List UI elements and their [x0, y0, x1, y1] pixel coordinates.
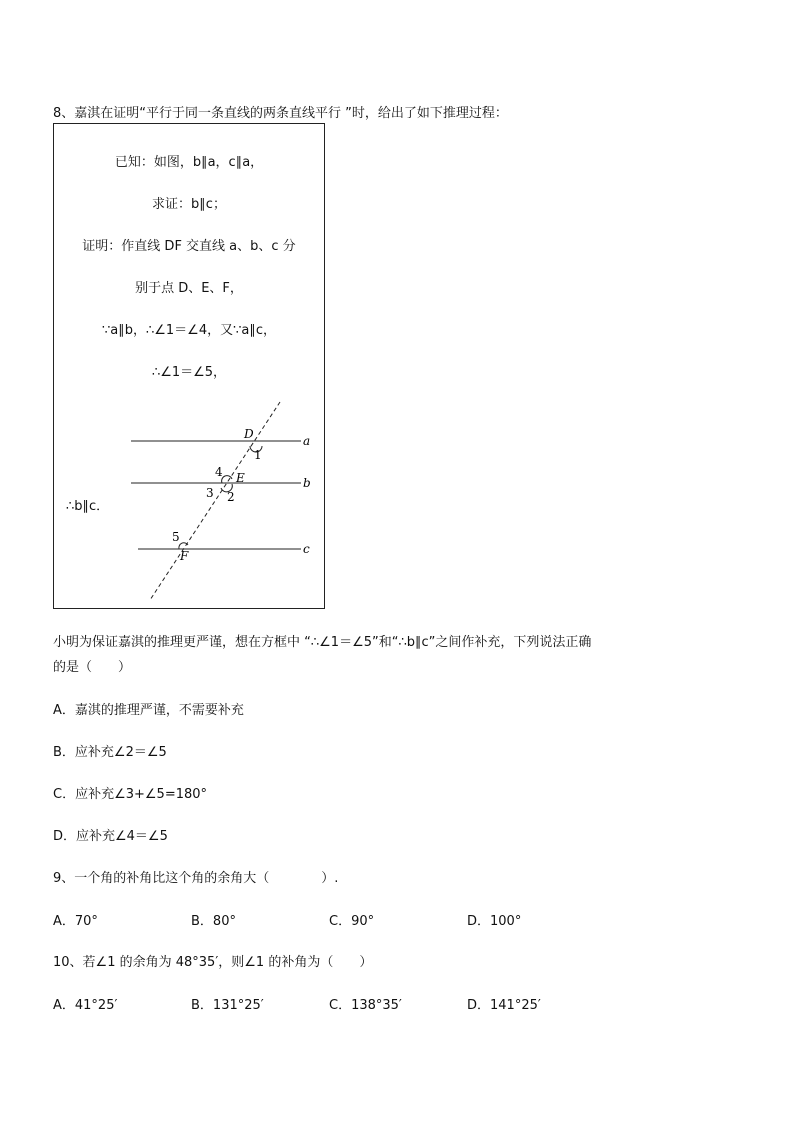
proof-step-1: 证明：作直线 DF 交直线 a、b、c 分	[82, 239, 296, 254]
label-point-d: D	[244, 427, 254, 441]
label-c: c	[303, 542, 310, 556]
q9-option-d: D．100°	[467, 914, 522, 929]
q9-option-a: A．70°	[53, 914, 98, 929]
parallel-lines-figure	[54, 124, 324, 608]
q10-option-b: B．131°25′	[191, 998, 264, 1013]
q10-option-c: C．138°35′	[329, 998, 402, 1013]
q8-question-line1: 小明为保证嘉淇的推理更严谨，想在方框中 “∴∠1＝∠5”和“∴b∥c”之间作补充，下列说法正确	[53, 635, 592, 650]
q10-option-a: A．41°25′	[53, 998, 118, 1013]
label-point-f: F	[180, 549, 189, 563]
proof-prove: 求证：b∥c；	[152, 197, 226, 212]
label-b: b	[303, 476, 311, 490]
label-angle-4: 4	[215, 465, 223, 479]
q8-stem: 8、嘉淇在证明“平行于同一条直线的两条直线平行 ”时，给出了如下推理过程：	[53, 106, 508, 121]
q9-stem: 9、一个角的补角比这个角的余角大（ ）.	[53, 871, 339, 886]
proof-step-2: 别于点 D、E、F，	[135, 281, 243, 296]
q8-option-a: A．嘉淇的推理严谨，不需要补充	[53, 703, 244, 718]
proof-step-3: ∵a∥b，∴∠1＝∠4，又∵a∥c，	[102, 323, 276, 338]
q8-option-b: B．应补充∠2＝∠5	[53, 745, 167, 760]
proof-box	[53, 123, 325, 609]
label-angle-1: 1	[254, 448, 262, 462]
proof-step-4: ∴∠1＝∠5，	[151, 365, 227, 380]
q8-option-c: C．应补充∠3+∠5=180°	[53, 787, 208, 802]
label-point-e: E	[236, 471, 245, 485]
q8-question-line2: 的是（ ）	[53, 660, 132, 675]
proof-given: 已知：如图，b∥a，c∥a，	[114, 155, 264, 170]
transversal-df	[150, 402, 280, 600]
proof-conclusion: ∴b∥c．	[66, 499, 110, 514]
q10-option-d: D．141°25′	[467, 998, 541, 1013]
q9-option-b: B．80°	[191, 914, 236, 929]
label-angle-3: 3	[206, 486, 214, 500]
q10-stem: 10、若∠1 的余角为 48°35′，则∠1 的补角为（ ）	[53, 955, 373, 970]
label-angle-5: 5	[172, 530, 180, 544]
angle-4-arc	[222, 476, 232, 483]
q9-option-c: C．90°	[329, 914, 375, 929]
label-a: a	[303, 434, 311, 448]
label-angle-2: 2	[227, 490, 235, 504]
q8-option-d: D．应补充∠4＝∠5	[53, 829, 168, 844]
